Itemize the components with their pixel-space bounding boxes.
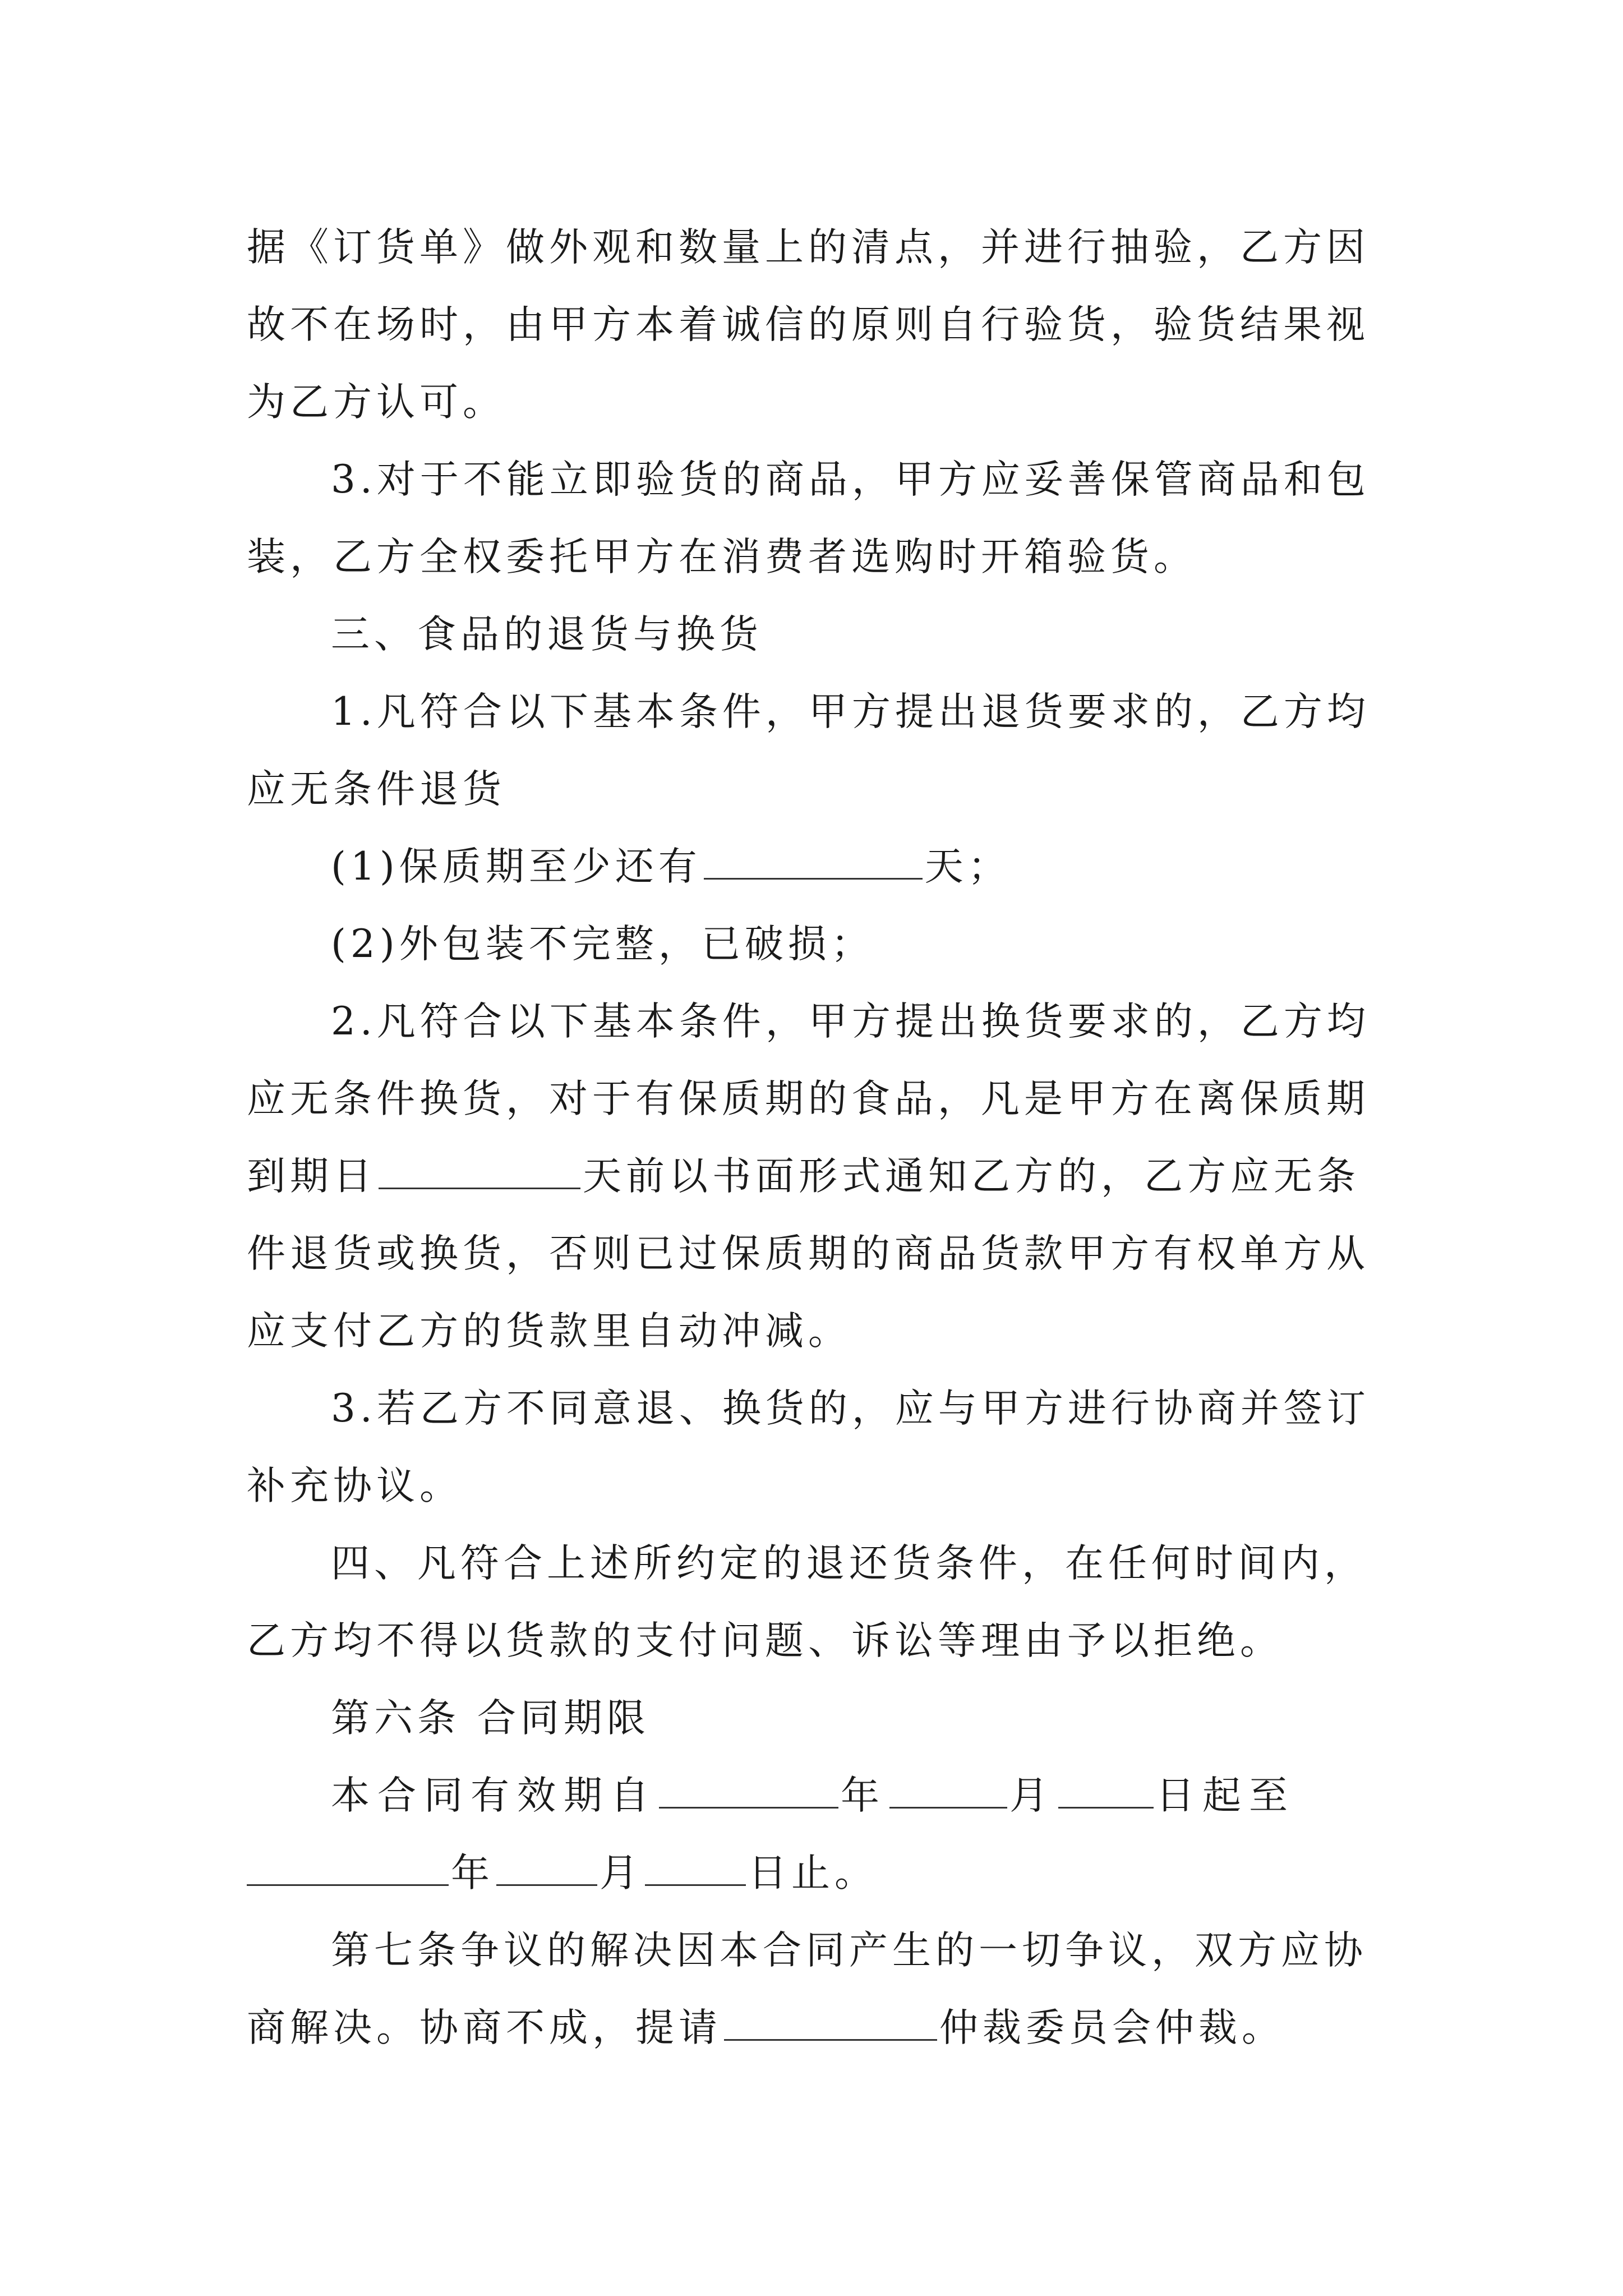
line-text: 到期日 <box>247 1154 376 1199</box>
line-text: 月 <box>1009 1773 1056 1818</box>
paragraph-line: 据《订货单》做外观和数量上的清点，并进行抽验，乙方因 <box>247 225 1370 270</box>
line-text: 日止。 <box>748 1851 878 1895</box>
list-item <box>247 828 1391 905</box>
paragraph-line: 2.凡符合以下基本条件，甲方提出换货要求的，乙方均 <box>331 999 1370 1044</box>
fill-in-blank[interactable] <box>1058 1768 1154 1809</box>
paragraph-line: 故不在场时，由甲方本着诚信的原则自行验货，验货结果视 <box>247 302 1370 347</box>
paragraph-line: 1.凡符合以下基本条件，甲方提出退货要求的，乙方均 <box>331 689 1370 734</box>
paragraph-line: 3.若乙方不同意退、换货的，应与甲方进行协商并签订 <box>331 1386 1370 1431</box>
line-text: 日起至 <box>1156 1773 1295 1818</box>
fill-in-blank[interactable] <box>724 2000 937 2041</box>
article-heading: 第六条 合同期限 <box>331 1696 650 1741</box>
paragraph-line: 应无条件退货 <box>247 767 506 812</box>
paragraph-line: 第七条争议的解决因本合同产生的一切争议，双方应协 <box>331 1928 1367 1973</box>
list-item: (2)外包装不完整，已破损； <box>331 922 874 967</box>
paragraph-line: 四、凡符合上述所约定的退还货条件，在任何时间内， <box>331 1541 1367 1586</box>
paragraph-line: 3.对于不能立即验货的商品，甲方应妥善保管商品和包 <box>331 457 1370 502</box>
paragraph-line: 补充协议。 <box>247 1464 463 1508</box>
document-body <box>247 209 1391 2067</box>
paragraph-line: 为乙方认可。 <box>247 380 506 425</box>
fill-in-blank[interactable] <box>496 1845 597 1886</box>
paragraph-line <box>247 1989 1391 2067</box>
paragraph-line: 应无条件换货，对于有保质期的食品，凡是甲方在离保质期 <box>247 1076 1370 1121</box>
fill-in-blank[interactable] <box>247 1845 449 1886</box>
fill-in-blank[interactable] <box>704 839 923 880</box>
paragraph-line <box>247 1757 1391 1834</box>
fill-in-blank[interactable] <box>889 1768 1007 1809</box>
line-text: 仲裁委员会仲裁。 <box>939 2005 1285 2050</box>
line-text: 月 <box>600 1851 643 1895</box>
line-text: 年 <box>841 1773 887 1818</box>
paragraph-line: 装，乙方全权委托甲方在消费者选购时开箱验货。 <box>247 535 1197 579</box>
fill-in-blank[interactable] <box>379 1148 580 1189</box>
paragraph-line: 件退货或换货，否则已过保质期的商品货款甲方有权单方从 <box>247 1231 1370 1276</box>
line-text: 本合同有效期自 <box>331 1773 657 1818</box>
section-heading: 三、食品的退货与换货 <box>331 612 763 657</box>
line-text: 天前以书面形式通知乙方的，乙方应无条 <box>583 1154 1360 1199</box>
line-text: 商解决。协商不成，提请 <box>247 2005 722 2050</box>
list-item-text: (1)保质期至少还有 <box>331 844 702 889</box>
paragraph-line: 应支付乙方的货款里自动冲减。 <box>247 1309 851 1354</box>
fill-in-blank[interactable] <box>645 1845 746 1886</box>
paragraph-line <box>247 1834 1391 1912</box>
paragraph-line <box>247 1138 1391 1215</box>
paragraph-line: 乙方均不得以货款的支付问题、诉讼等理由予以拒绝。 <box>247 1618 1283 1663</box>
line-text: 年 <box>451 1851 494 1895</box>
fill-in-blank[interactable] <box>659 1768 838 1809</box>
list-item-text: 天； <box>924 844 1011 889</box>
